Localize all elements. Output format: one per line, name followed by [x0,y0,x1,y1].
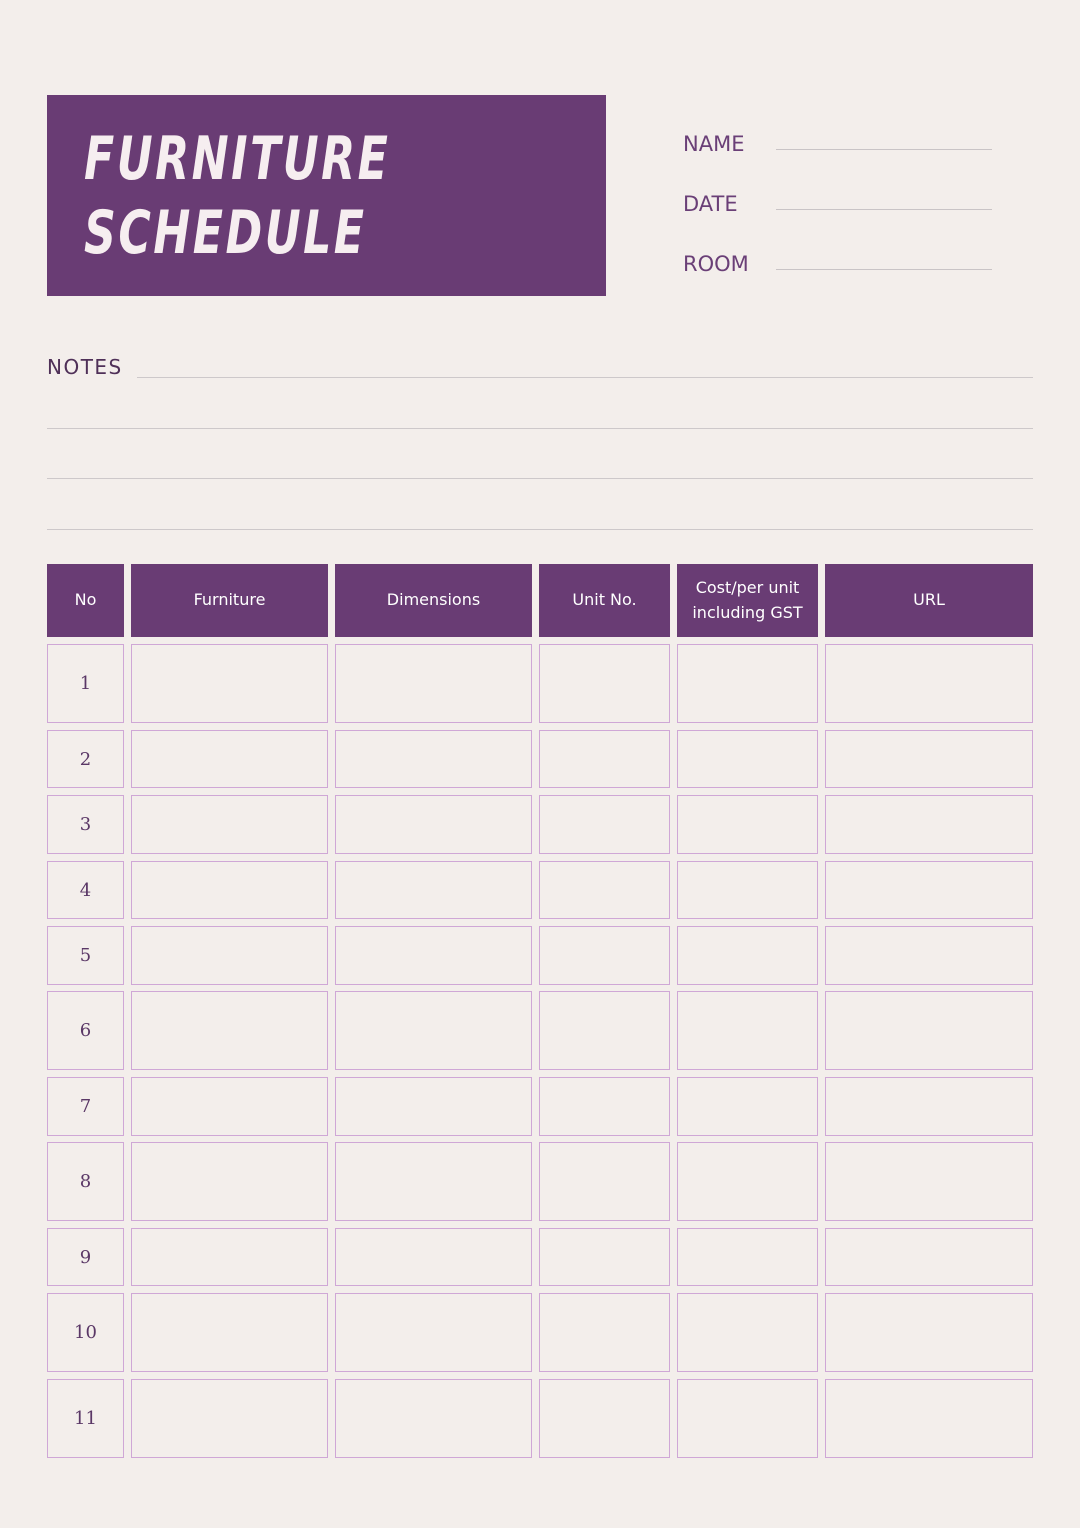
cell-cost[interactable] [677,1379,818,1458]
row-number: 8 [47,1142,124,1221]
row-number: 11 [47,1379,124,1458]
cell-dimensions[interactable] [335,1228,532,1286]
cell-unit-no[interactable] [539,795,670,854]
cell-dimensions[interactable] [335,1142,532,1221]
cell-url[interactable] [825,730,1033,788]
cell-dimensions[interactable] [335,795,532,854]
cell-unit-no[interactable] [539,1142,670,1221]
row-number: 4 [47,861,124,919]
header-url: URL [825,564,1033,637]
cell-dimensions[interactable] [335,926,532,985]
cell-cost[interactable] [677,991,818,1070]
notes-line-2[interactable] [47,428,1033,429]
header-unit-no: Unit No. [539,564,670,637]
cell-dimensions[interactable] [335,1379,532,1458]
name-field[interactable] [776,149,992,150]
cell-cost[interactable] [677,861,818,919]
cell-furniture[interactable] [131,730,328,788]
cell-dimensions[interactable] [335,644,532,723]
title-line-2: SCHEDULE [84,198,367,268]
cell-furniture[interactable] [131,861,328,919]
notes-line-4[interactable] [47,529,1033,530]
row-number: 2 [47,730,124,788]
row-number: 6 [47,991,124,1070]
room-label: ROOM [683,252,749,276]
cell-furniture[interactable] [131,991,328,1070]
name-label: NAME [683,132,745,156]
cell-url[interactable] [825,795,1033,854]
header-dimensions: Dimensions [335,564,532,637]
cell-cost[interactable] [677,926,818,985]
row-number: 1 [47,644,124,723]
cell-unit-no[interactable] [539,1228,670,1286]
cell-furniture[interactable] [131,1077,328,1136]
cell-cost[interactable] [677,644,818,723]
title-banner [47,95,606,296]
cell-url[interactable] [825,1293,1033,1372]
notes-label: NOTES [47,355,123,379]
header-cost: Cost/per unit including GST [677,564,818,637]
cell-dimensions[interactable] [335,1077,532,1136]
cell-furniture[interactable] [131,644,328,723]
cell-url[interactable] [825,926,1033,985]
cell-url[interactable] [825,644,1033,723]
cell-unit-no[interactable] [539,644,670,723]
cell-unit-no[interactable] [539,991,670,1070]
row-number: 7 [47,1077,124,1136]
cell-url[interactable] [825,1077,1033,1136]
header-furniture: Furniture [131,564,328,637]
cell-url[interactable] [825,1379,1033,1458]
cell-furniture[interactable] [131,1228,328,1286]
cell-cost[interactable] [677,730,818,788]
cell-furniture[interactable] [131,1379,328,1458]
header-no: No [47,564,124,637]
notes-line-1[interactable] [137,377,1033,378]
date-label: DATE [683,192,738,216]
cell-url[interactable] [825,1228,1033,1286]
notes-line-3[interactable] [47,478,1033,479]
row-number: 9 [47,1228,124,1286]
cell-unit-no[interactable] [539,1077,670,1136]
cell-unit-no[interactable] [539,730,670,788]
cell-unit-no[interactable] [539,1293,670,1372]
title-line-1: FURNITURE [84,124,391,194]
row-number: 5 [47,926,124,985]
room-field[interactable] [776,269,992,270]
cell-dimensions[interactable] [335,1293,532,1372]
cell-furniture[interactable] [131,1293,328,1372]
cell-unit-no[interactable] [539,1379,670,1458]
date-field[interactable] [776,209,992,210]
cell-cost[interactable] [677,1228,818,1286]
row-number: 3 [47,795,124,854]
cell-furniture[interactable] [131,795,328,854]
cell-cost[interactable] [677,1077,818,1136]
cell-furniture[interactable] [131,1142,328,1221]
cell-cost[interactable] [677,1142,818,1221]
row-number: 10 [47,1293,124,1372]
cell-cost[interactable] [677,1293,818,1372]
cell-unit-no[interactable] [539,861,670,919]
cell-url[interactable] [825,1142,1033,1221]
cell-dimensions[interactable] [335,991,532,1070]
cell-dimensions[interactable] [335,861,532,919]
cell-cost[interactable] [677,795,818,854]
cell-dimensions[interactable] [335,730,532,788]
cell-url[interactable] [825,861,1033,919]
cell-unit-no[interactable] [539,926,670,985]
cell-furniture[interactable] [131,926,328,985]
cell-url[interactable] [825,991,1033,1070]
